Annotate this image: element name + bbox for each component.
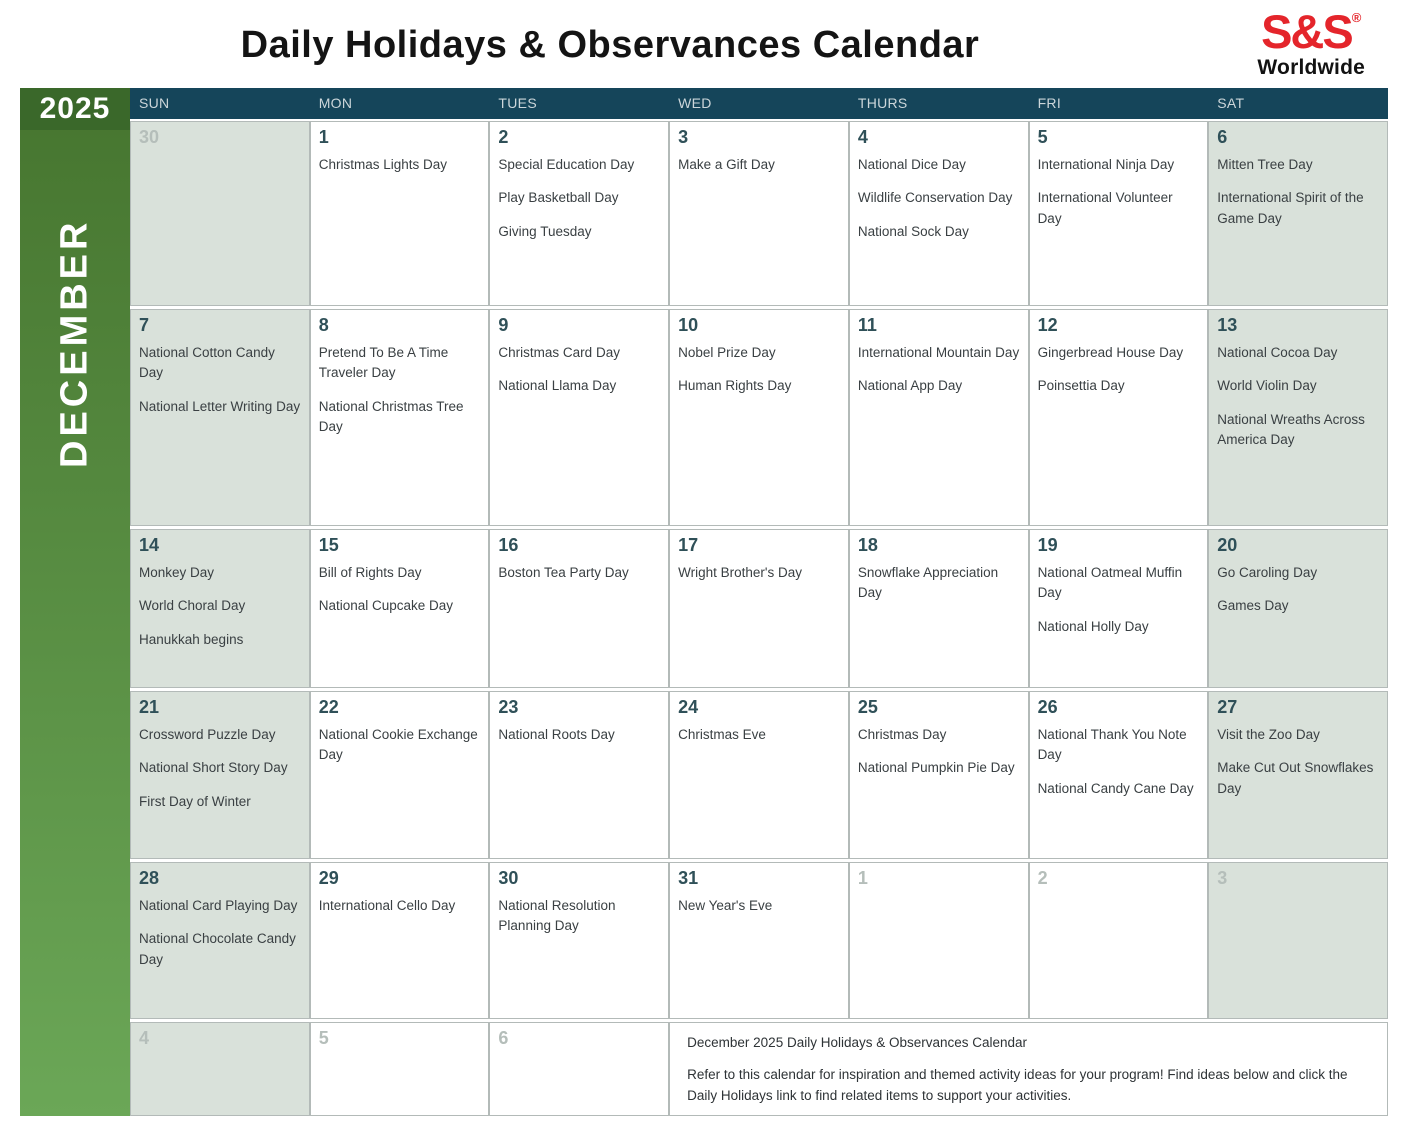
day-number: 14 xyxy=(139,535,160,555)
day-number: 21 xyxy=(139,697,160,717)
weekday-header-row xyxy=(130,88,1388,119)
calendar-wrap xyxy=(20,88,1388,1116)
day-number: 19 xyxy=(1037,535,1058,555)
event-list xyxy=(319,896,481,916)
event-list xyxy=(319,155,481,175)
calendar-cell xyxy=(849,691,1029,859)
event-label: Nobel Prize Day xyxy=(678,345,776,360)
day-number: 3 xyxy=(678,127,689,147)
day-number: 6 xyxy=(1217,127,1228,147)
event-label: Games Day xyxy=(1217,598,1289,614)
event-label: Pretend To Be A Time Traveler Day xyxy=(318,345,449,381)
weekday-header: SUN xyxy=(139,95,170,111)
event-list xyxy=(498,725,660,745)
event-list xyxy=(678,896,840,916)
event-list xyxy=(1038,343,1200,397)
day-number: 23 xyxy=(498,697,519,717)
calendar-cell xyxy=(1208,691,1388,859)
event-list xyxy=(498,563,660,583)
event-label: Christmas Card Day xyxy=(498,345,620,360)
event-list xyxy=(1038,563,1200,637)
event-label: World Violin Day xyxy=(1217,378,1317,394)
event-list xyxy=(319,563,481,617)
day-number: 20 xyxy=(1217,535,1238,555)
event-label: Snowflake Appreciation Day xyxy=(857,565,999,601)
footer-note-title: December 2025 Daily Holidays & Observances Calendar xyxy=(687,1035,1028,1050)
calendar-cell xyxy=(130,309,310,526)
calendar-cell xyxy=(310,1022,490,1116)
event-label: National Christmas Tree Day xyxy=(318,398,464,434)
day-number: 22 xyxy=(318,697,339,717)
event-label: National Roots Day xyxy=(498,727,615,742)
event-label: Bill of Rights Day xyxy=(318,565,422,580)
calendar-body xyxy=(130,121,1388,1116)
event-label: National Resolution Planning Day xyxy=(498,898,616,934)
event-list xyxy=(858,563,1020,604)
day-number: 24 xyxy=(678,697,699,717)
calendar-cell xyxy=(669,691,849,859)
event-label: Crossword Puzzle Day xyxy=(139,727,276,742)
event-list xyxy=(139,563,301,650)
calendar-cell xyxy=(669,529,849,688)
event-label: National Llama Day xyxy=(498,378,617,394)
event-list xyxy=(1217,563,1379,617)
calendar-cell xyxy=(669,309,849,526)
calendar-cell xyxy=(1029,529,1209,688)
footer-note-body: Refer to this calendar for inspiration and themed activity ideas for your program! Find ideas below and click the Daily Holidays link to find related items to support your activities. xyxy=(687,1066,1348,1103)
event-list xyxy=(498,896,660,937)
event-list xyxy=(678,155,840,175)
event-label: Wright Brother's Day xyxy=(678,565,803,580)
event-list xyxy=(139,725,301,812)
event-label: National Short Story Day xyxy=(139,760,288,776)
event-list xyxy=(678,563,840,583)
weekday-header: WED xyxy=(678,95,712,111)
calendar-cell xyxy=(1029,309,1209,526)
event-label: Boston Tea Party Day xyxy=(498,565,629,580)
event-list xyxy=(858,155,1020,242)
calendar-cell xyxy=(489,862,669,1019)
day-number: 3 xyxy=(1217,868,1228,888)
calendar-cell xyxy=(130,862,310,1019)
event-label: National Cocoa Day xyxy=(1217,345,1338,360)
day-number: 4 xyxy=(857,127,868,147)
day-number: 17 xyxy=(678,535,699,555)
event-list xyxy=(139,896,301,970)
event-label: National Dice Day xyxy=(857,157,966,172)
calendar-cell xyxy=(1208,862,1388,1019)
event-label: Make a Gift Day xyxy=(678,157,775,172)
event-label: Monkey Day xyxy=(139,565,215,580)
day-number: 11 xyxy=(857,315,877,335)
calendar-week xyxy=(130,691,1388,859)
event-label: National Card Playing Day xyxy=(139,898,298,913)
event-list xyxy=(858,725,1020,779)
event-label: Visit the Zoo Day xyxy=(1217,727,1320,742)
event-list xyxy=(139,343,301,417)
event-label: National Chocolate Candy Day xyxy=(139,931,296,967)
event-label: National Wreaths Across America Day xyxy=(1217,411,1365,447)
event-list xyxy=(678,343,840,397)
calendar-cell xyxy=(130,121,310,306)
event-label: National Letter Writing Day xyxy=(139,398,301,414)
event-label: National Holly Day xyxy=(1037,618,1149,634)
calendar-week xyxy=(130,309,1388,526)
event-label: Wildlife Conservation Day xyxy=(857,190,1013,206)
logo-brand-text: S&S xyxy=(1261,5,1352,58)
calendar-cell xyxy=(489,691,669,859)
day-number: 2 xyxy=(498,127,509,147)
event-label: New Year's Eve xyxy=(678,898,773,913)
calendar-cell xyxy=(130,1022,310,1116)
weekday-header: TUES xyxy=(498,95,537,111)
month-label: DECEMBER xyxy=(53,218,96,468)
event-label: Make Cut Out Snowflakes Day xyxy=(1217,760,1374,796)
event-label: National Thank You Note Day xyxy=(1037,727,1187,763)
event-list xyxy=(1217,725,1379,799)
footer-note-cell xyxy=(669,1022,1388,1116)
event-label: National Sock Day xyxy=(857,223,969,239)
event-label: Christmas Day xyxy=(857,727,947,742)
calendar-cell xyxy=(849,862,1029,1019)
month-sidebar xyxy=(20,88,130,1116)
event-label: International Cello Day xyxy=(318,898,456,913)
calendar-cell xyxy=(310,529,490,688)
day-number: 16 xyxy=(498,535,519,555)
calendar-cell xyxy=(849,529,1029,688)
weekday-header: FRI xyxy=(1037,95,1062,111)
ss-worldwide-logo xyxy=(1257,5,1365,79)
event-label: Poinsettia Day xyxy=(1037,378,1125,394)
calendar-week xyxy=(130,121,1388,306)
event-label: National Cookie Exchange Day xyxy=(318,727,478,763)
event-label: International Volunteer Day xyxy=(1037,190,1173,226)
calendar-cell xyxy=(1208,529,1388,688)
page-header xyxy=(0,0,1411,88)
event-list xyxy=(1217,343,1379,450)
calendar-cell xyxy=(489,309,669,526)
event-list xyxy=(858,343,1020,397)
title-wrap xyxy=(0,0,1220,67)
calendar-cell xyxy=(489,1022,669,1116)
event-label: National Oatmeal Muffin Day xyxy=(1037,565,1183,601)
event-list xyxy=(319,725,481,766)
event-label: Mitten Tree Day xyxy=(1217,157,1313,172)
calendar-cell xyxy=(130,691,310,859)
event-list xyxy=(498,343,660,397)
calendar-cell xyxy=(310,862,490,1019)
event-label: Human Rights Day xyxy=(678,378,792,394)
event-list xyxy=(498,155,660,242)
event-list xyxy=(678,725,840,745)
weekday-header: SAT xyxy=(1217,95,1245,111)
event-label: National App Day xyxy=(857,378,963,394)
calendar-week xyxy=(130,529,1388,688)
year-badge: 2025 xyxy=(20,88,130,130)
event-label: Special Education Day xyxy=(498,157,635,172)
logo-brand xyxy=(1257,5,1365,58)
event-label: Christmas Eve xyxy=(678,727,766,742)
day-number: 5 xyxy=(1037,127,1048,147)
day-number: 26 xyxy=(1037,697,1058,717)
event-label: National Candy Cane Day xyxy=(1037,780,1194,796)
event-label: Christmas Lights Day xyxy=(318,157,447,172)
calendar-cell xyxy=(130,529,310,688)
event-label: National Cotton Candy Day xyxy=(139,345,275,381)
logo-subtitle: Worldwide xyxy=(1257,56,1365,79)
event-label: Play Basketball Day xyxy=(498,190,619,206)
event-list xyxy=(1038,155,1200,229)
event-label: International Ninja Day xyxy=(1037,157,1175,172)
calendar-cell xyxy=(310,309,490,526)
day-number: 28 xyxy=(139,868,160,888)
day-number: 8 xyxy=(318,315,329,335)
calendar-cell xyxy=(1208,121,1388,306)
calendar-grid xyxy=(130,88,1388,1116)
day-number: 7 xyxy=(139,315,150,335)
event-label: National Cupcake Day xyxy=(318,598,454,614)
event-label: International Mountain Day xyxy=(857,345,1020,360)
calendar-week xyxy=(130,862,1388,1019)
day-number: 15 xyxy=(318,535,339,555)
day-number: 9 xyxy=(498,315,509,335)
day-number: 30 xyxy=(498,868,519,888)
day-number: 25 xyxy=(857,697,878,717)
calendar-cell xyxy=(849,309,1029,526)
calendar-cell xyxy=(489,529,669,688)
day-number: 18 xyxy=(857,535,878,555)
day-number: 6 xyxy=(498,1028,509,1048)
day-number: 1 xyxy=(857,868,868,888)
calendar-cell xyxy=(669,121,849,306)
weekday-header: MON xyxy=(318,95,353,111)
day-number: 13 xyxy=(1217,315,1238,335)
event-label: First Day of Winter xyxy=(139,793,251,809)
calendar-cell xyxy=(1208,309,1388,526)
event-label: Go Caroling Day xyxy=(1217,565,1318,580)
calendar-cell xyxy=(1029,862,1209,1019)
page-title: Daily Holidays & Observances Calendar xyxy=(240,24,980,66)
day-number: 10 xyxy=(678,315,699,335)
day-number: 12 xyxy=(1037,315,1058,335)
event-label: National Pumpkin Pie Day xyxy=(857,760,1015,776)
registered-trademark-icon: ® xyxy=(1351,10,1362,25)
day-number: 1 xyxy=(318,127,329,147)
calendar-cell xyxy=(669,862,849,1019)
day-number: 27 xyxy=(1217,697,1238,717)
event-label: World Choral Day xyxy=(139,598,246,614)
day-number: 5 xyxy=(318,1028,329,1048)
event-label: Giving Tuesday xyxy=(498,223,592,239)
calendar-cell xyxy=(310,691,490,859)
event-label: Hanukkah begins xyxy=(139,631,244,647)
calendar-cell xyxy=(1029,121,1209,306)
event-list xyxy=(1038,725,1200,799)
day-number: 2 xyxy=(1037,868,1048,888)
event-label: International Spirit of the Game Day xyxy=(1217,190,1364,226)
calendar-cell xyxy=(1029,691,1209,859)
event-list xyxy=(319,343,481,437)
calendar-week xyxy=(130,1022,1388,1116)
day-number: 4 xyxy=(139,1028,150,1048)
calendar-cell xyxy=(489,121,669,306)
event-label: Gingerbread House Day xyxy=(1037,345,1184,360)
weekday-header: THURS xyxy=(857,95,908,111)
calendar-cell xyxy=(310,121,490,306)
day-number: 30 xyxy=(139,127,160,147)
event-list xyxy=(1217,155,1379,229)
day-number: 31 xyxy=(678,868,699,888)
calendar-cell xyxy=(849,121,1029,306)
day-number: 29 xyxy=(318,868,339,888)
